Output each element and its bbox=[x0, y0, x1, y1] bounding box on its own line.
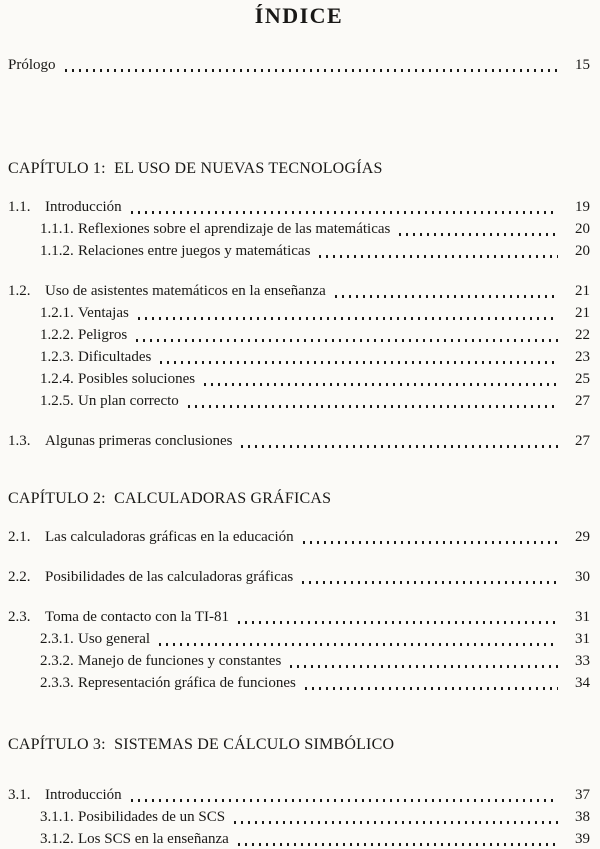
dot-leader bbox=[335, 280, 558, 302]
entry-number: 2.3. bbox=[8, 609, 31, 625]
toc-entry bbox=[8, 628, 590, 650]
toc-group bbox=[8, 430, 590, 452]
entry-number: 1.2. bbox=[8, 283, 31, 299]
entry-number: 1.1. bbox=[8, 199, 31, 215]
entry-page-number: 34 bbox=[575, 675, 590, 691]
toc-group bbox=[8, 606, 590, 694]
entry-label: Representación gráfica de funciones bbox=[78, 675, 296, 691]
entry-label: Las calculadoras gráficas en la educación bbox=[45, 529, 294, 545]
entry-label: Uso general bbox=[78, 631, 151, 647]
entry-page-number: 38 bbox=[575, 809, 590, 825]
dot-leader bbox=[234, 806, 558, 828]
dot-leader bbox=[303, 526, 558, 548]
entry-page-number: 20 bbox=[575, 221, 590, 237]
dot-leader bbox=[160, 346, 558, 368]
toc-entry bbox=[8, 240, 590, 262]
dot-leader bbox=[238, 606, 558, 628]
toc-entry bbox=[8, 806, 590, 828]
entry-label: Toma de contacto con la TI-81 bbox=[45, 609, 230, 625]
chapter-section bbox=[8, 488, 590, 694]
entry-label: Un plan correcto bbox=[78, 393, 179, 409]
entry-number: 1.2.4. bbox=[40, 371, 74, 387]
dot-leader bbox=[319, 240, 558, 262]
entry-label: Posibilidades de un SCS bbox=[78, 809, 226, 825]
dot-leader bbox=[136, 324, 558, 346]
entry-number: 1.2.5. bbox=[40, 393, 74, 409]
dot-leader bbox=[204, 368, 558, 390]
entry-label: Uso de asistentes matemáticos en la enseñanza bbox=[45, 283, 326, 299]
toc-entry bbox=[8, 368, 590, 390]
entry-page-number: 31 bbox=[575, 609, 590, 625]
entry-label: Relaciones entre juegos y matemáticas bbox=[78, 243, 311, 259]
dot-leader bbox=[138, 302, 558, 324]
toc-group bbox=[8, 196, 590, 262]
entry-label: Prólogo bbox=[8, 57, 56, 73]
dot-leader bbox=[159, 628, 558, 650]
dot-leader bbox=[188, 390, 558, 412]
chapter-section bbox=[8, 158, 590, 452]
toc-entry bbox=[8, 526, 590, 548]
entry-page-number: 22 bbox=[575, 327, 590, 343]
toc-group bbox=[8, 784, 590, 849]
toc-entry bbox=[8, 324, 590, 346]
entry-page-number: 21 bbox=[575, 283, 590, 299]
entry-page-number: 21 bbox=[575, 305, 590, 321]
entry-label: Introducción bbox=[45, 787, 122, 803]
dot-leader bbox=[290, 650, 558, 672]
toc-entry bbox=[8, 196, 590, 218]
entry-number: 3.1.1. bbox=[40, 809, 74, 825]
entry-label: Manejo de funciones y constantes bbox=[78, 653, 282, 669]
entry-label: Peligros bbox=[78, 327, 128, 343]
entry-page-number: 20 bbox=[575, 243, 590, 259]
dot-leader bbox=[241, 430, 558, 452]
chapter-section bbox=[8, 734, 590, 849]
toc-group bbox=[8, 566, 590, 588]
toc-group bbox=[8, 280, 590, 412]
chapters-container bbox=[8, 158, 590, 849]
entry-page-number: 31 bbox=[575, 631, 590, 647]
dot-leader bbox=[238, 828, 558, 849]
page-title: ÍNDICE bbox=[254, 3, 344, 28]
entry-label: Posibilidades de las calculadoras gráficas bbox=[45, 569, 294, 585]
dot-leader bbox=[305, 672, 558, 694]
entry-number: 3.1.2. bbox=[40, 831, 74, 847]
entry-page-number: 27 bbox=[575, 433, 590, 449]
entry-page-number: 33 bbox=[575, 653, 590, 669]
entry-page-number: 30 bbox=[575, 569, 590, 585]
entry-label: Algunas primeras conclusiones bbox=[45, 433, 233, 449]
chapter-heading: CAPÍTULO 1: EL USO DE NUEVAS TECNOLOGÍAS bbox=[8, 160, 383, 177]
dot-leader bbox=[131, 784, 558, 806]
toc-entry bbox=[8, 218, 590, 240]
dot-leader bbox=[399, 218, 558, 240]
entry-label: Dificultades bbox=[78, 349, 152, 365]
entry-page-number: 29 bbox=[575, 529, 590, 545]
toc-entry bbox=[8, 606, 590, 628]
toc-entry bbox=[8, 650, 590, 672]
toc-group bbox=[8, 526, 590, 548]
entry-number: 1.1.1. bbox=[40, 221, 74, 237]
entry-page-number: 39 bbox=[575, 831, 590, 847]
entry-number: 2.3.3. bbox=[40, 675, 74, 691]
dot-leader bbox=[131, 196, 558, 218]
toc-entry bbox=[8, 390, 590, 412]
entry-number: 2.3.1. bbox=[40, 631, 74, 647]
entry-number: 2.1. bbox=[8, 529, 31, 545]
toc-entry-prologue bbox=[8, 54, 590, 76]
toc-entry bbox=[8, 566, 590, 588]
entry-number: 2.3.2. bbox=[40, 653, 74, 669]
entry-page-number: 27 bbox=[575, 393, 590, 409]
toc-entry bbox=[8, 280, 590, 302]
entry-page-number: 37 bbox=[575, 787, 590, 803]
entry-number: 1.2.2. bbox=[40, 327, 74, 343]
entry-label: Ventajas bbox=[78, 305, 129, 321]
entry-label: Los SCS en la enseñanza bbox=[78, 831, 229, 847]
entry-page-number: 19 bbox=[575, 199, 590, 215]
dot-leader bbox=[65, 54, 558, 76]
toc-entry bbox=[8, 784, 590, 806]
dot-leader bbox=[302, 566, 558, 588]
chapter-heading: CAPÍTULO 3: SISTEMAS DE CÁLCULO SIMBÓLICO bbox=[8, 736, 395, 753]
toc-entry bbox=[8, 430, 590, 452]
entry-label: Posibles soluciones bbox=[78, 371, 196, 387]
entry-label: Reflexiones sobre el aprendizaje de las matemáticas bbox=[78, 221, 391, 237]
entry-number: 3.1. bbox=[8, 787, 31, 803]
entry-number: 1.2.3. bbox=[40, 349, 74, 365]
entry-number: 1.3. bbox=[8, 433, 31, 449]
toc-entry bbox=[8, 828, 590, 849]
entry-number: 1.1.2. bbox=[40, 243, 74, 259]
entry-number: 1.2.1. bbox=[40, 305, 74, 321]
entry-page-number: 25 bbox=[575, 371, 590, 387]
toc-entry bbox=[8, 346, 590, 368]
chapter-heading: CAPÍTULO 2: CALCULADORAS GRÁFICAS bbox=[8, 490, 332, 507]
entry-page-number: 15 bbox=[575, 57, 590, 73]
entry-label: Introducción bbox=[45, 199, 122, 215]
toc-entry bbox=[8, 302, 590, 324]
entry-page-number: 23 bbox=[575, 349, 590, 365]
entry-number: 2.2. bbox=[8, 569, 31, 585]
toc-entry bbox=[8, 672, 590, 694]
